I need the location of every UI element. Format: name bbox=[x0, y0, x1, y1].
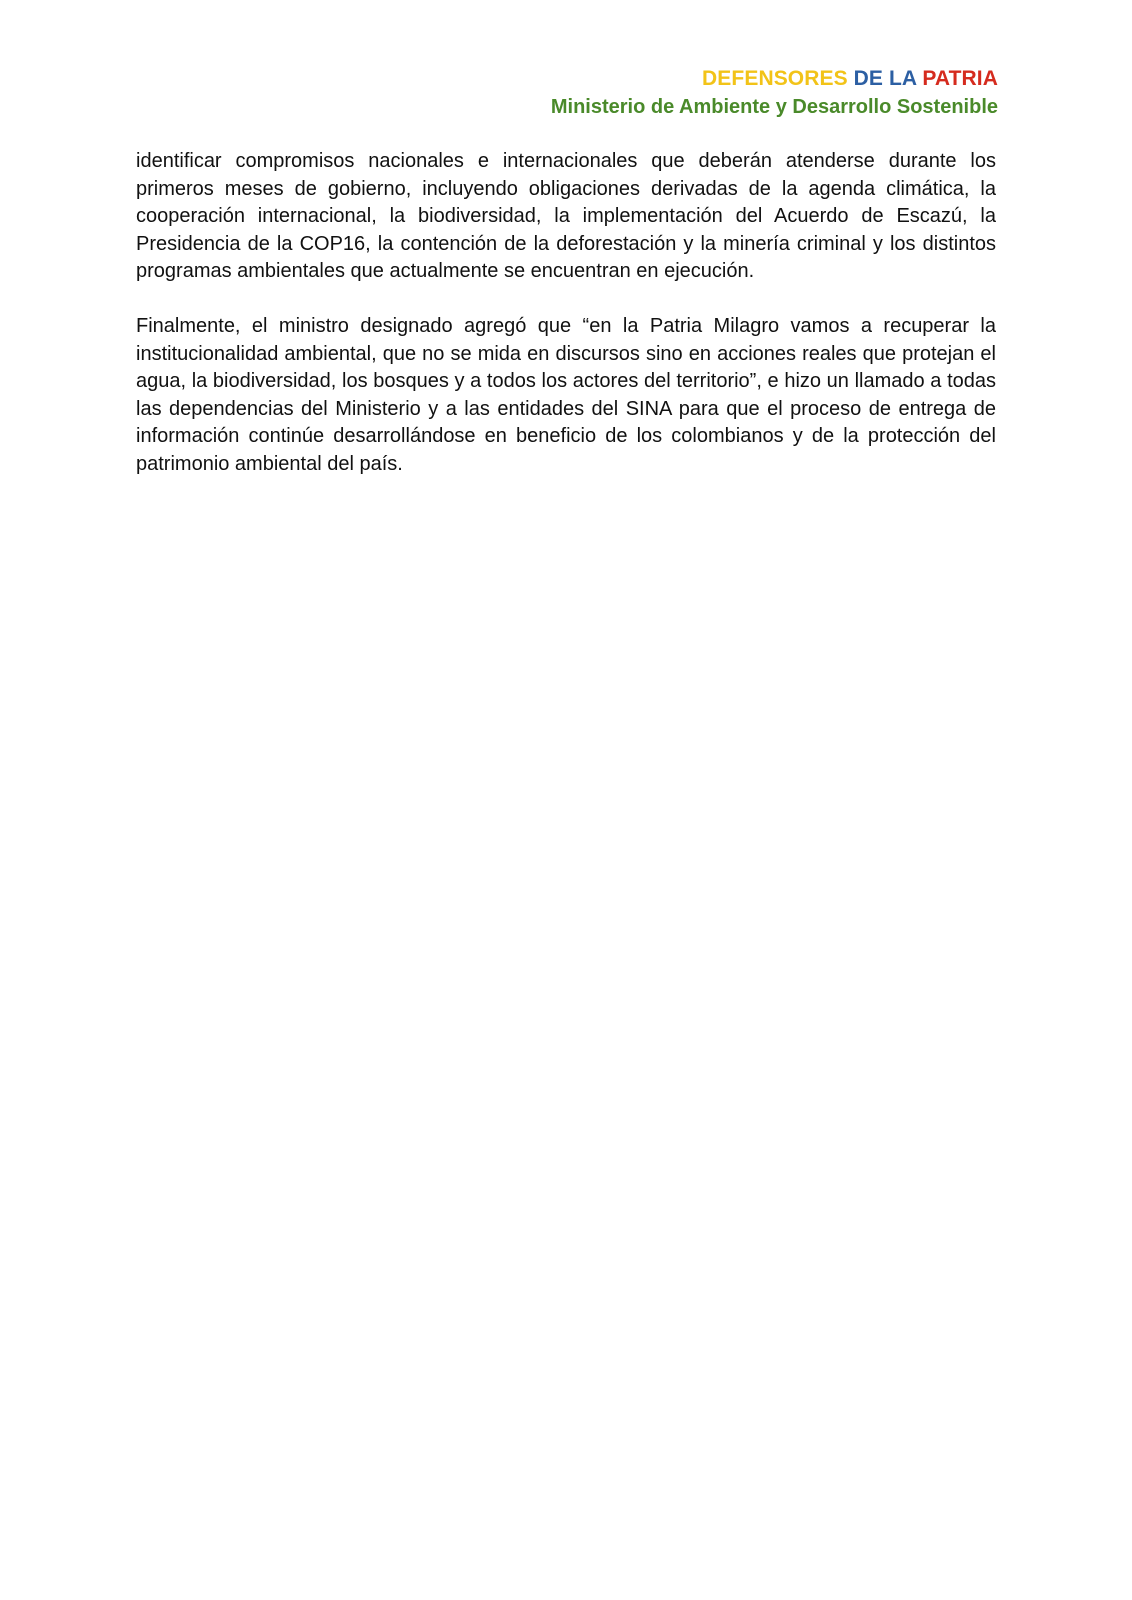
page-header bbox=[551, 66, 998, 120]
body-text bbox=[136, 148, 996, 506]
brand-word-defensores: DEFENSORES bbox=[702, 67, 848, 90]
brand-word-la: LA bbox=[888, 67, 917, 90]
paragraph: identificar compromisos nacionales e internacionales que deberán atenderse durante los primeros meses de gobierno, incluyendo obligaciones derivadas de la agenda climática, la cooperación internacional, la biodiversidad, la implementación del Acuerdo de Escazú, la Presidencia de la COP16, la contención de la deforestación y la minería criminal y los distintos programas ambientales que actualmente se encuentran en ejecución. bbox=[136, 150, 996, 283]
brand-title bbox=[551, 66, 998, 92]
brand-word-de: DE bbox=[853, 67, 884, 90]
brand-word-patria: PATRIA bbox=[922, 67, 998, 90]
paragraph: Finalmente, el ministro designado agregó que “en la Patria Milagro vamos a recuperar la institucionalidad ambiental, que no se mida en discursos sino en acciones reales que protejan el agua, la biodiversidad, los bosques y a todos los actores del territorio”, e hizo un llamado a todas las dependencias del Ministerio y a las entidades del SINA para que el proceso de entrega de información continúe desarrollándose en beneficio de los colombianos y de la protección del patrimonio ambiental del país. bbox=[136, 314, 996, 475]
ministry-name: Ministerio de Ambiente y Desarrollo Sostenible bbox=[550, 96, 998, 118]
